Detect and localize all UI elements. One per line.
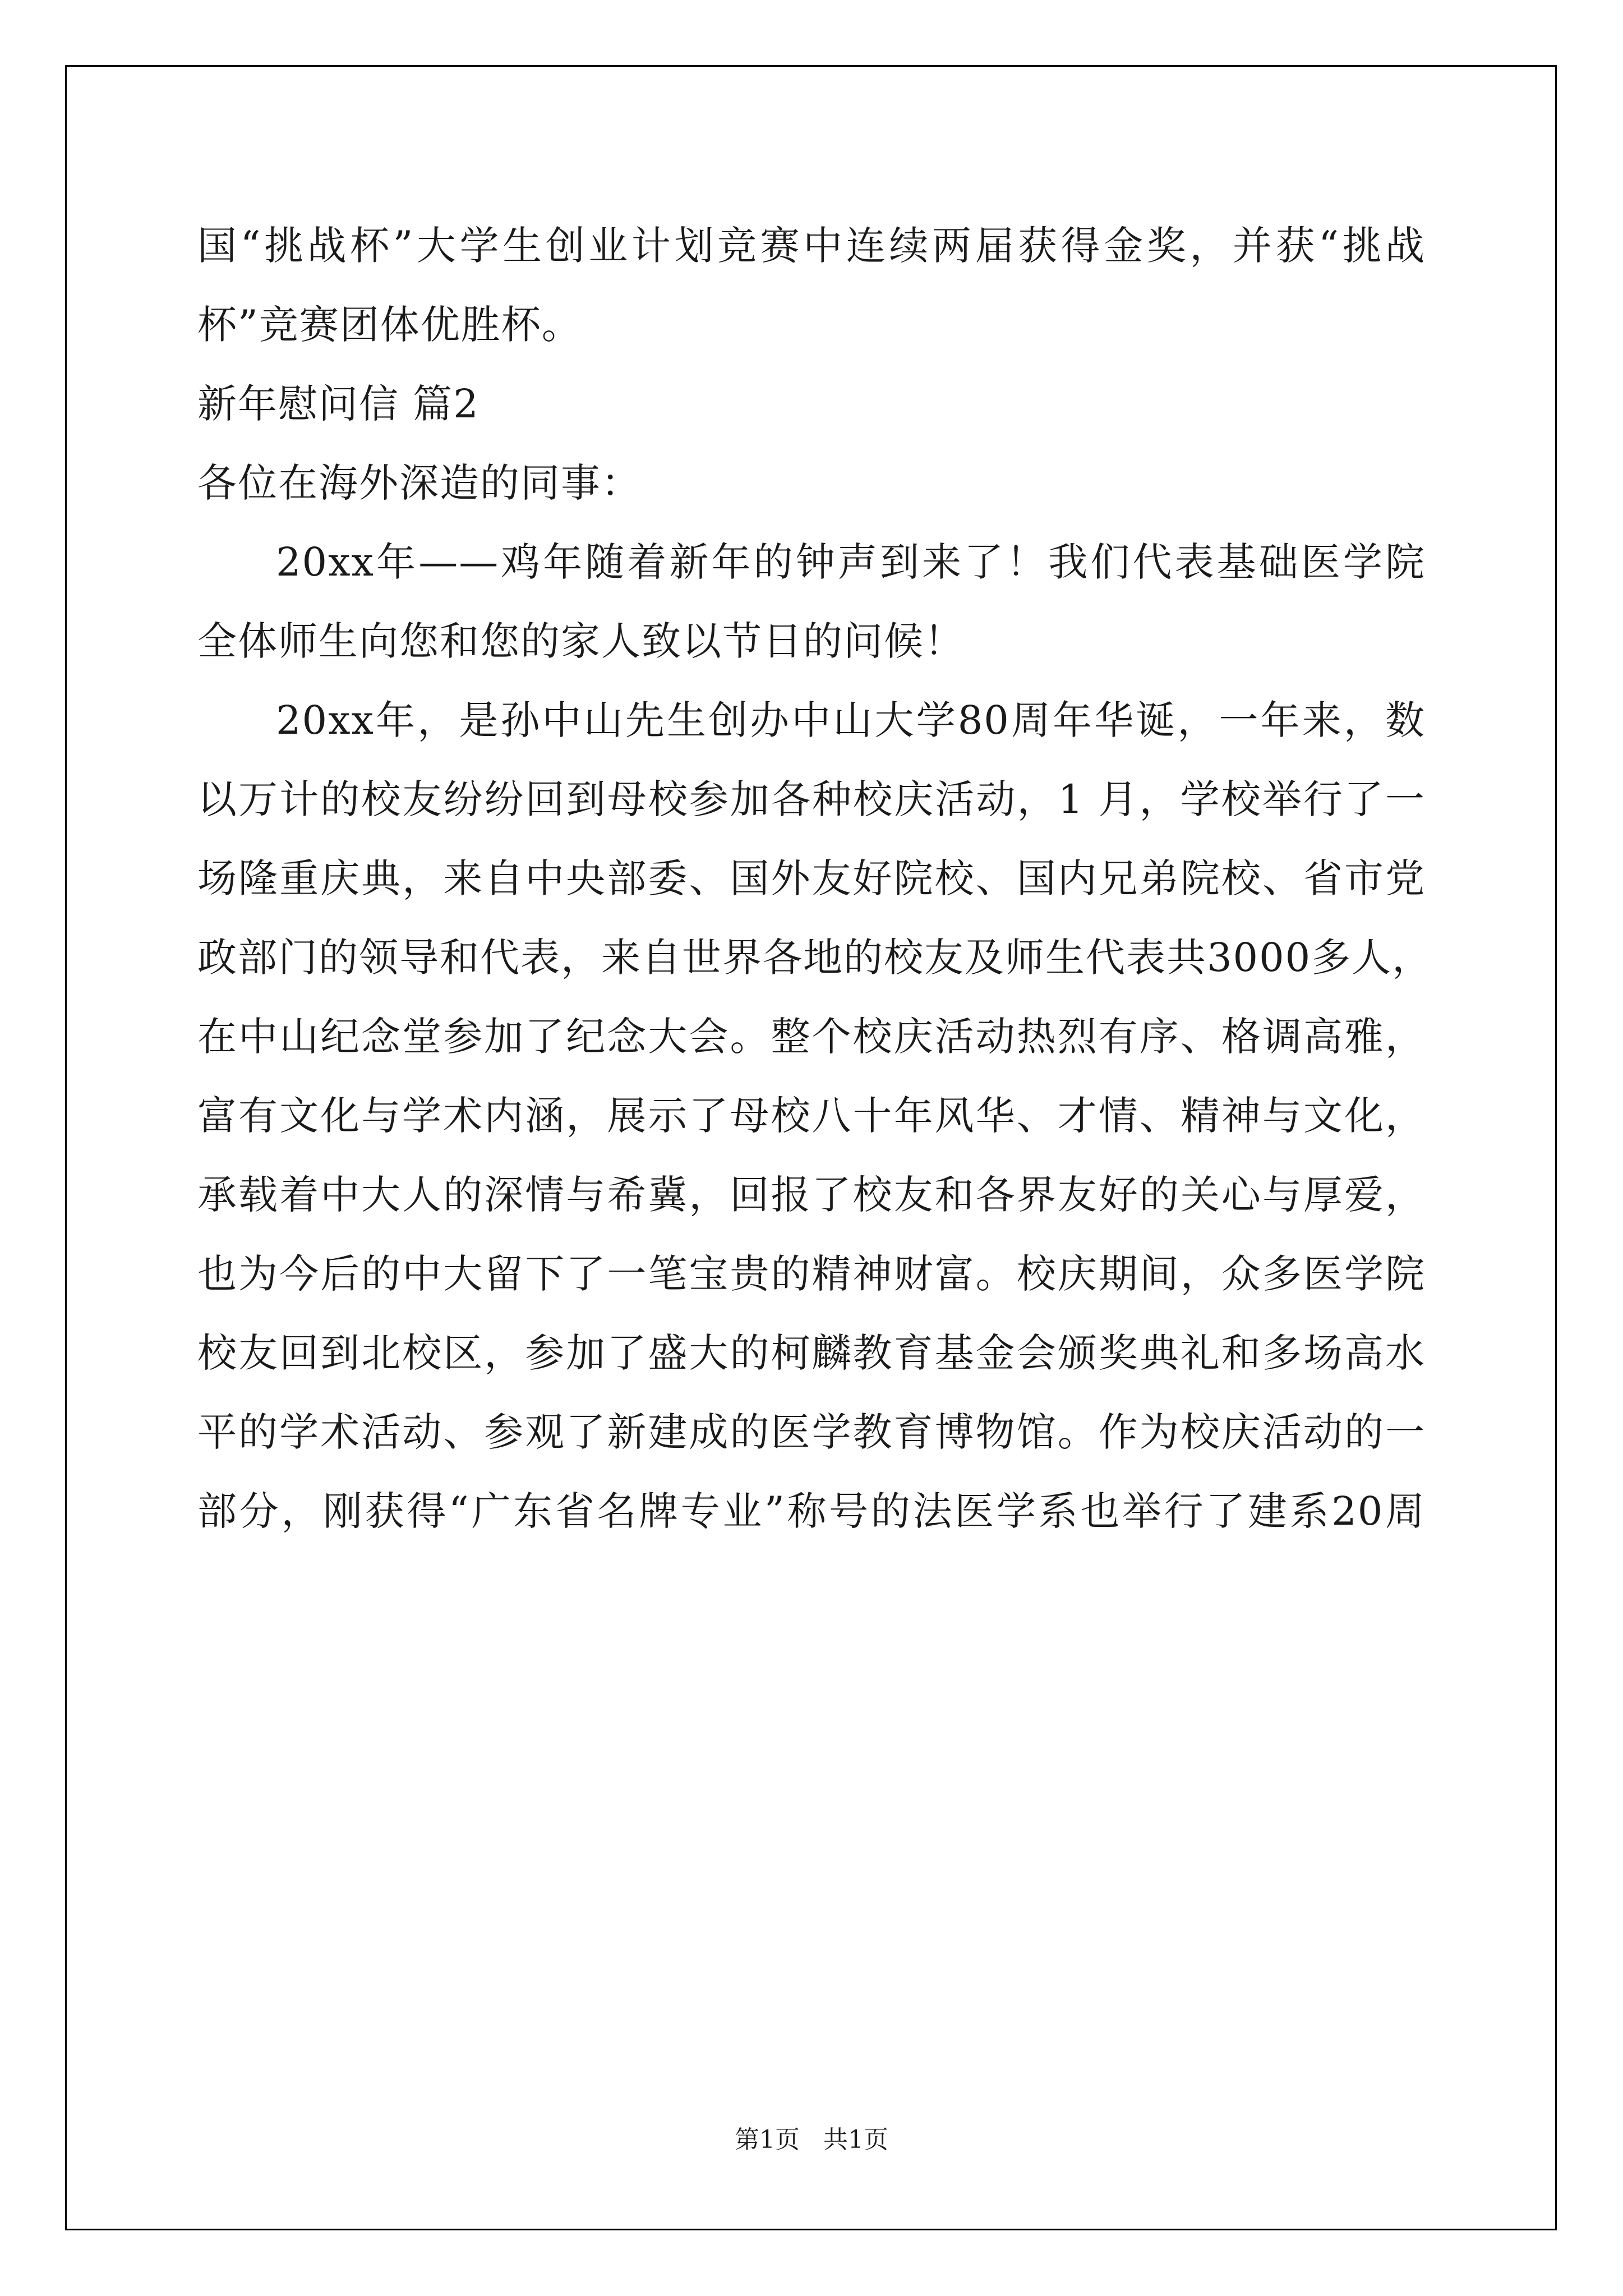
page-number: 第1页	[735, 2125, 800, 2154]
document-body	[197, 212, 1433, 1557]
text-line: 杯”竞赛团体优胜杯。	[197, 302, 582, 348]
text-line: 政部门的领导和代表，来自世界各地的校友及师生代表共3000多人，	[197, 935, 1433, 981]
page-footer	[0, 2123, 1623, 2157]
text-line: 20xx年，是孙中山先生创办中山大学80周年华诞，一年来，数	[276, 697, 1426, 743]
text-line: 各位在海外深造的同事：	[197, 460, 642, 506]
text-line: 校友回到北校区，参加了盛大的柯麟教育基金会颁奖典礼和多场高水	[197, 1330, 1426, 1376]
text-line: 承载着中大人的深情与希冀，回报了校友和各界友好的关心与厚爱，	[197, 1172, 1426, 1218]
text-line: 富有文化与学术内涵，展示了母校八十年风华、才情、精神与文化，	[197, 1093, 1426, 1139]
text-line: 20xx年——鸡年随着新年的钟声到来了！我们代表基础医学院	[276, 539, 1426, 585]
text-line: 国“挑战杯”大学生创业计划竞赛中连续两届获得金奖，并获“挑战	[197, 223, 1426, 269]
text-line: 平的学术活动、参观了新建成的医学教育博物馆。作为校庆活动的一	[197, 1409, 1426, 1455]
page-total: 共1页	[823, 2125, 888, 2154]
text-line: 新年慰问信 篇2	[197, 381, 479, 427]
text-line: 在中山纪念堂参加了纪念大会。整个校庆活动热烈有序、格调高雅，	[197, 1014, 1426, 1060]
text-line: 全体师生向您和您的家人致以节日的问候！	[197, 618, 965, 664]
text-line: 也为今后的中大留下了一笔宝贵的精神财富。校庆期间，众多医学院	[197, 1251, 1426, 1297]
text-line: 场隆重庆典，来自中央部委、国外友好院校、国内兄弟院校、省市党	[197, 855, 1426, 901]
text-line: 部分，刚获得“广东省名牌专业”称号的法医学系也举行了建系20周	[197, 1488, 1426, 1534]
text-line: 以万计的校友纷纷回到母校参加各种校庆活动，1 月，学校举行了一	[197, 776, 1426, 822]
